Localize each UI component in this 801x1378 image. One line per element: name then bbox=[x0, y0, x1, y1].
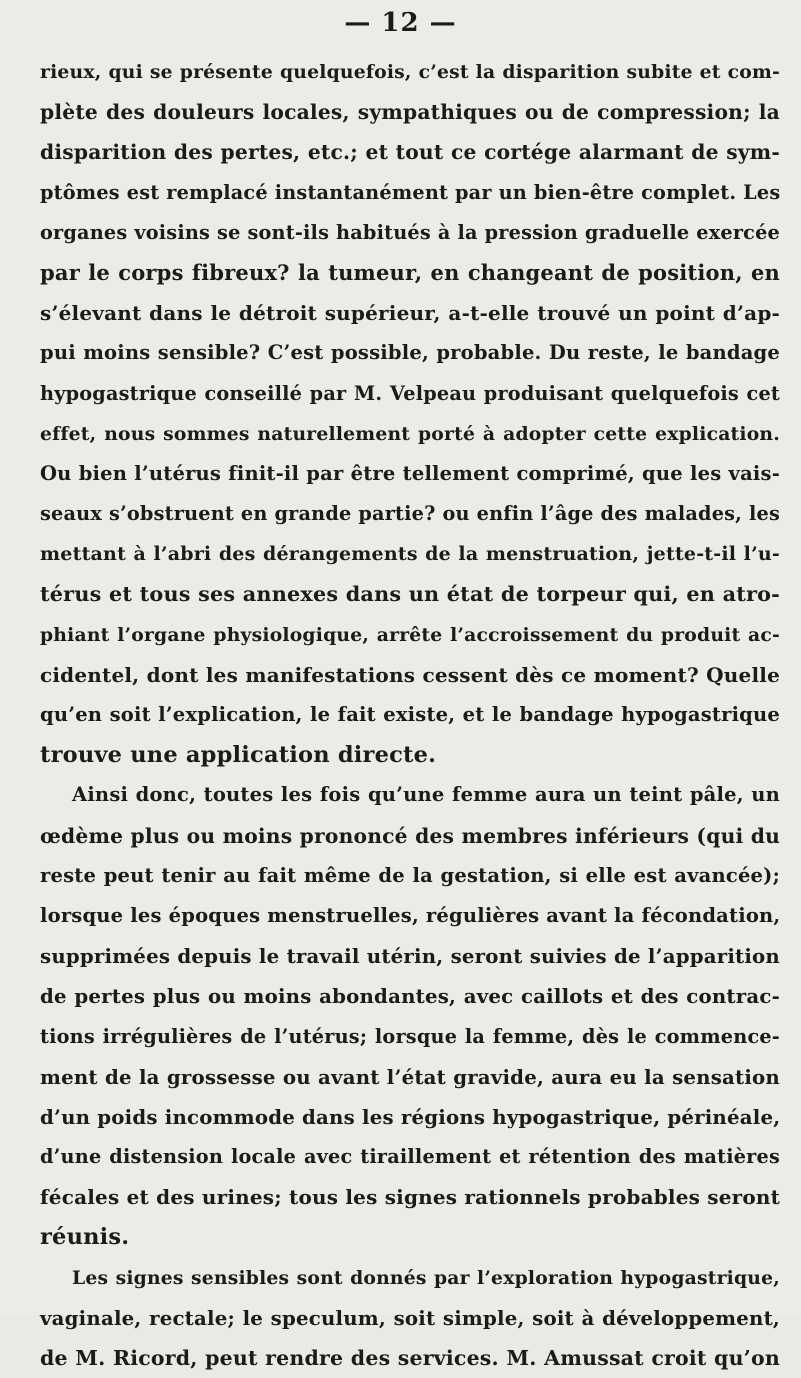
text-line: disparition des pertes, etc.; et tout ce cortége alarmant de sym- bbox=[40, 140, 780, 165]
text-line-paragraph-end: réunis. bbox=[40, 1224, 130, 1251]
text-line: lorsque les époques menstruelles, régulières avant la fécondation, bbox=[40, 903, 781, 927]
text-line: d’un poids incommode dans les régions hypogastrique, périnéale, bbox=[40, 1104, 781, 1129]
text-line: hypogastrique conseillé par M. Velpeau produisant quelquefois cet bbox=[40, 381, 780, 405]
text-line: de pertes plus ou moins abondantes, avec caillots et des contrac- bbox=[40, 984, 780, 1009]
text-line: reste peut tenir au fait même de la gestation, si elle est avancée); bbox=[40, 863, 780, 887]
text-line: s’élevant dans le détroit supérieur, a-t-elle trouvé un point d’ap- bbox=[40, 301, 780, 326]
text-line: d’une distension locale avec tiraillement et rétention des matières bbox=[40, 1145, 780, 1169]
text-line: fécales et des urines; tous les signes rationnels probables seront bbox=[40, 1185, 781, 1210]
text-line: ment de la grossesse ou avant l’état gravide, aura eu la sensation bbox=[40, 1064, 780, 1089]
text-line: tions irrégulières de l’utérus; lorsque la femme, dès le commence- bbox=[40, 1024, 780, 1048]
text-line: térus et tous ses annexes dans un état de torpeur qui, en atro- bbox=[40, 582, 780, 607]
body-text bbox=[40, 52, 780, 1378]
text-line: vaginale, rectale; le speculum, soit simple, soit à développement, bbox=[40, 1305, 780, 1330]
text-line: phiant l’organe physiologique, arrête l’accroissement du produit ac- bbox=[40, 623, 780, 646]
text-line: organes voisins se sont-ils habitués à la pression graduelle exercée bbox=[40, 220, 780, 244]
text-line: effet, nous sommes naturellement porté à adopter cette explication. bbox=[40, 422, 780, 445]
text-line-paragraph-end: trouve une application directe. bbox=[40, 742, 437, 769]
text-line: œdème plus ou moins prononcé des membres inférieurs (qui du bbox=[40, 823, 780, 848]
text-line: seaux s’obstruent en grande partie? ou enfin l’âge des malades, les bbox=[40, 502, 780, 526]
text-line: plète des douleurs locales, sympathiques ou de compression; la bbox=[40, 100, 780, 125]
text-line: pui moins sensible? C’est possible, probable. Du reste, le bandage bbox=[40, 341, 780, 365]
text-line: cidentel, dont les manifestations cessent dès ce moment? Quelle bbox=[40, 662, 780, 687]
text-line: de M. Ricord, peut rendre des services. M. Amussat croit qu’on bbox=[40, 1346, 780, 1370]
text-line: ptômes est remplacé instantanément par un bien-être complet. Les bbox=[40, 180, 781, 204]
text-line: rieux, qui se présente quelquefois, c’est la disparition subite et com- bbox=[40, 61, 780, 83]
text-line-paragraph-start: Ainsi donc, toutes les fois qu’une femme aura un teint pâle, un bbox=[72, 783, 780, 807]
text-line: par le corps fibreux? la tumeur, en changeant de position, en bbox=[40, 259, 780, 285]
text-line: mettant à l’abri des dérangements de la menstruation, jette-t-il l’u- bbox=[40, 543, 780, 566]
text-line-paragraph-start: Les signes sensibles sont donnés par l’exploration hypogastrique, bbox=[72, 1266, 780, 1289]
text-line: qu’en soit l’explication, le fait existe, et le bandage hypogastrique bbox=[40, 703, 780, 726]
text-line: supprimées depuis le travail utérin, seront suivies de l’apparition bbox=[40, 944, 780, 969]
page-number: — 12 — bbox=[344, 8, 457, 38]
text-line: Ou bien l’utérus finit-il par être tellement comprimé, que les vais- bbox=[40, 461, 780, 485]
